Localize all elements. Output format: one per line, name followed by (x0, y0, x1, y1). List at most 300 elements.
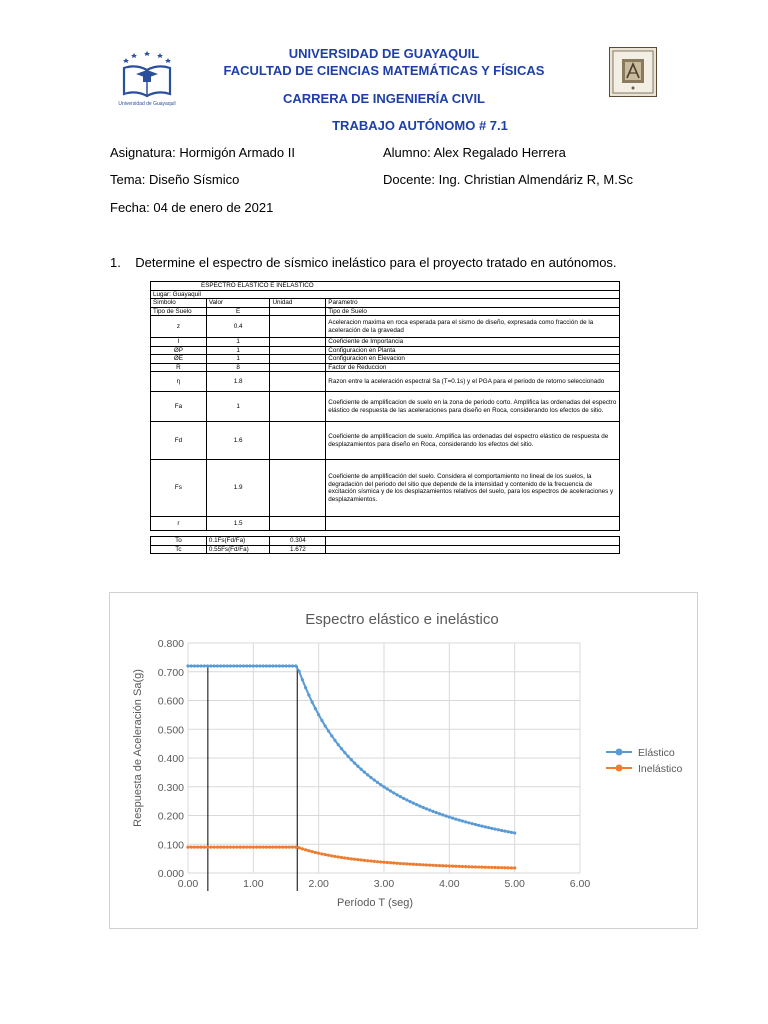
series-point (513, 866, 516, 869)
x-tick-label: 1.00 (243, 878, 264, 890)
table-row (151, 307, 620, 316)
series-point (304, 848, 307, 851)
series-point (428, 809, 431, 812)
series-point (412, 863, 415, 866)
row-param: Configuracion en Elevacion (326, 355, 620, 364)
y-tick-label: 0.400 (157, 753, 184, 765)
series-point (317, 713, 320, 716)
row-unit (270, 346, 326, 355)
series-point (431, 864, 434, 867)
period-formula: 0.55Fs(Fd/Fa) (206, 545, 270, 554)
series-point (311, 850, 314, 853)
row-value: 0.4 (206, 316, 270, 338)
series-point (503, 866, 506, 869)
series-point (209, 846, 212, 849)
series-point (226, 664, 229, 667)
series-point (451, 865, 454, 868)
series-point (333, 739, 336, 742)
series-point (294, 664, 297, 667)
period-symbol: Tc (151, 545, 207, 554)
row-param: Aceleracion maxima en roca esperada para el sismo de diseño, expresada como fracción de la aceleración de la gravedad (326, 316, 620, 338)
series-point (278, 664, 281, 667)
series-point (490, 827, 493, 830)
table-row (151, 392, 620, 422)
series-point (284, 664, 287, 667)
series-point (487, 826, 490, 829)
series-point (190, 846, 193, 849)
series-point (477, 824, 480, 827)
series-point (343, 856, 346, 859)
series-point (379, 860, 382, 863)
series-point (324, 853, 327, 856)
series-point (219, 846, 222, 849)
series-point (412, 802, 415, 805)
series-point (503, 830, 506, 833)
series-point (360, 768, 363, 771)
series-point (232, 846, 235, 849)
series-point (399, 795, 402, 798)
y-tick-label: 0.100 (157, 839, 184, 852)
series-point (258, 664, 261, 667)
series-point (373, 778, 376, 781)
series-point (461, 865, 464, 868)
series-point (464, 865, 467, 868)
faculty-name: FACULTAD DE CIENCIAS MATEMÁTICAS Y FÍSICAS (223, 63, 545, 78)
table-row (151, 363, 620, 372)
series-point (288, 846, 291, 849)
series-point (389, 861, 392, 864)
question-text: 1. Determine el espectro de sísmico inelástico para el proyecto tratado en autónomos. (110, 255, 617, 270)
period-empty (326, 545, 620, 554)
x-tick-label: 5.00 (504, 878, 525, 890)
series-point (186, 846, 189, 849)
y-tick-label: 0.800 (157, 638, 184, 650)
career-name: CARRERA DE INGENIERÍA CIVIL (283, 91, 485, 106)
series-point (500, 829, 503, 832)
series-point (480, 866, 483, 869)
series-point (493, 866, 496, 869)
row-unit (270, 316, 326, 338)
table-row (151, 346, 620, 355)
series-point (271, 846, 274, 849)
row-symbol: I (151, 338, 207, 347)
series-point (203, 846, 206, 849)
x-tick-label: 4.00 (439, 878, 460, 890)
period-row (151, 545, 620, 554)
period-value: 0.304 (270, 537, 326, 546)
series-point (327, 854, 330, 857)
series-point (471, 865, 474, 868)
series-point (209, 664, 212, 667)
series-point (431, 810, 434, 813)
row-unit (270, 460, 326, 517)
series-point (480, 825, 483, 828)
series-point (206, 664, 209, 667)
series-point (232, 664, 235, 667)
series-point (206, 846, 209, 849)
series-point (467, 865, 470, 868)
series-point (507, 830, 510, 833)
header-parameter: Parametro (326, 299, 620, 308)
series-point (402, 797, 405, 800)
series-point (386, 861, 389, 864)
series-point (379, 783, 382, 786)
series-point (235, 664, 238, 667)
series-point (346, 857, 349, 860)
table-header-row (151, 299, 620, 308)
chart-svg (110, 593, 697, 928)
series-point (307, 849, 310, 852)
table-title: ESPECTRO ELASTICO E INELASTICO (151, 282, 620, 291)
series-point (317, 852, 320, 855)
header-unit: Unidad (270, 299, 326, 308)
y-axis-label: Respuesta de Aceleración Sa(g) (132, 669, 144, 827)
row-unit (270, 338, 326, 347)
row-value: 8 (206, 363, 270, 372)
row-unit (270, 372, 326, 392)
series-point (268, 846, 271, 849)
x-tick-label: 6.00 (569, 878, 591, 890)
series-point (497, 866, 500, 869)
row-param (326, 517, 620, 531)
table-row (151, 422, 620, 460)
series-point (245, 846, 248, 849)
row-symbol: Fs (151, 460, 207, 517)
series-point (513, 831, 516, 834)
series-point (435, 811, 438, 814)
series-point (467, 821, 470, 824)
series-point (464, 820, 467, 823)
series-point (353, 858, 356, 861)
series-point (484, 825, 487, 828)
series-point (213, 846, 216, 849)
series-point (255, 846, 258, 849)
series-point (454, 817, 457, 820)
series-point (278, 846, 281, 849)
series-point (258, 846, 261, 849)
series-point (190, 664, 193, 667)
series-point (255, 664, 258, 667)
series-point (301, 678, 304, 681)
series-point (474, 865, 477, 868)
series-point (196, 846, 199, 849)
series-point (320, 719, 323, 722)
series-point (186, 664, 189, 667)
teacher-line: Docente: Ing. Christian Almendáriz R, M.Sc (383, 172, 633, 187)
period-value: 1.672 (270, 545, 326, 554)
series-point (314, 707, 317, 710)
series-point (229, 664, 232, 667)
series-point (490, 866, 493, 869)
row-param: Coeficiente de Importancia (326, 338, 620, 347)
chart-title: Espectro elástico e inelástico (305, 611, 499, 628)
series-point (226, 846, 229, 849)
series-point (301, 847, 304, 850)
series-point (395, 862, 398, 865)
series-point (444, 864, 447, 867)
series-point (376, 860, 379, 863)
series-point (330, 734, 333, 737)
legend-label: Elástico (638, 747, 675, 759)
series-point (471, 822, 474, 825)
series-point (213, 664, 216, 667)
row-value: 1.6 (206, 422, 270, 460)
series-point (235, 846, 238, 849)
row-unit (270, 517, 326, 531)
series-point (402, 862, 405, 865)
y-tick-label: 0.600 (157, 695, 184, 708)
series-point (376, 781, 379, 784)
series-point (389, 789, 392, 792)
series-point (510, 866, 513, 869)
series-point (229, 846, 232, 849)
series-point (291, 664, 294, 667)
series-point (248, 664, 251, 667)
period-symbol: To (151, 537, 207, 546)
spectrum-chart (109, 592, 698, 929)
series-point (288, 664, 291, 667)
series-point (422, 863, 425, 866)
series-point (346, 755, 349, 758)
series-point (435, 864, 438, 867)
row-value: 1.5 (206, 517, 270, 531)
row-value: 1.9 (206, 460, 270, 517)
series-point (500, 866, 503, 869)
logo-caption: Universidad de Guayaquil (118, 101, 176, 107)
table-place: Lugar: Guayaquil (151, 290, 620, 299)
series-point (297, 846, 300, 849)
y-tick-label: 0.700 (157, 666, 184, 679)
series-point (271, 664, 274, 667)
university-name: UNIVERSIDAD DE GUAYAQUIL (288, 46, 480, 61)
table-row (151, 517, 620, 531)
row-symbol: r (151, 517, 207, 531)
series-point (451, 816, 454, 819)
series-point (242, 846, 245, 849)
series-point (392, 791, 395, 794)
series-point (245, 664, 248, 667)
series-point (369, 859, 372, 862)
series-point (203, 664, 206, 667)
topic-line: Tema: Diseño Sísmico (110, 172, 240, 187)
row-value: 1 (206, 392, 270, 422)
series-point (363, 771, 366, 774)
x-tick-label: 0.00 (177, 878, 199, 890)
series-point (252, 664, 255, 667)
series-point (239, 846, 242, 849)
series-point (284, 846, 287, 849)
series-point (311, 701, 314, 704)
series-point (484, 866, 487, 869)
table-row (151, 460, 620, 517)
series-point (438, 812, 441, 815)
table-title-row (151, 282, 620, 291)
row-symbol: Fd (151, 422, 207, 460)
series-point (350, 857, 353, 860)
series-point (409, 800, 412, 803)
series-point (507, 866, 510, 869)
series-point (438, 864, 441, 867)
row-param: Factor de Reduccion (326, 363, 620, 372)
series-point (441, 813, 444, 816)
table-place-row (151, 290, 620, 299)
series-point (216, 664, 219, 667)
row-value: 1 (206, 346, 270, 355)
series-point (196, 664, 199, 667)
series-point (418, 804, 421, 807)
y-tick-label: 0.500 (157, 724, 184, 737)
table-row (151, 338, 620, 347)
row-unit (270, 363, 326, 372)
x-axis-label: Período T (seg) (336, 897, 414, 909)
row-value: 1.8 (206, 372, 270, 392)
row-param: Coeficiente de amplificacion de suelo. Amplifica las ordenadas del espectro elástico de respuesta de desplazamientos para diseño en Roca, considerando los efectos del sitio. (326, 422, 620, 460)
series-point (265, 846, 268, 849)
row-value: 1 (206, 355, 270, 364)
row-symbol: Fa (151, 392, 207, 422)
series-point (386, 787, 389, 790)
series-point (304, 686, 307, 689)
series-point (415, 863, 418, 866)
series-point (366, 773, 369, 776)
series-point (448, 864, 451, 867)
series-point (363, 859, 366, 862)
student-line: Alumno: Alex Regalado Herrera (383, 145, 566, 160)
series-point (222, 664, 225, 667)
row-unit (270, 392, 326, 422)
series-point (281, 846, 284, 849)
series-point (497, 828, 500, 831)
series-point (216, 846, 219, 849)
series-point (425, 807, 428, 810)
legend-label: Inelástico (638, 763, 683, 775)
row-value: 1 (206, 338, 270, 347)
series-point (193, 664, 196, 667)
series-point (382, 785, 385, 788)
series-point (333, 855, 336, 858)
series-point (262, 846, 265, 849)
header-value: Valor (206, 299, 270, 308)
series-point (418, 863, 421, 866)
series-point (350, 758, 353, 761)
series-point (461, 819, 464, 822)
series-point (307, 694, 310, 697)
table-row (151, 316, 620, 338)
series-point (392, 861, 395, 864)
series-point (356, 858, 359, 861)
series-point (252, 846, 255, 849)
series-point (248, 846, 251, 849)
series-point (281, 664, 284, 667)
series-point (294, 846, 297, 849)
series-point (219, 664, 222, 667)
series-point (265, 664, 268, 667)
x-tick-label: 3.00 (373, 878, 395, 890)
row-unit (270, 422, 326, 460)
header-symbol: Simbolo (151, 299, 207, 308)
series-point (337, 743, 340, 746)
series-point (330, 854, 333, 857)
series-point (199, 846, 202, 849)
series-point (405, 798, 408, 801)
row-symbol: ØP (151, 346, 207, 355)
series-point (399, 862, 402, 865)
series-point (425, 863, 428, 866)
series-point (268, 664, 271, 667)
row-param: Configuracion en Planta (326, 346, 620, 355)
series-point (382, 861, 385, 864)
period-row (151, 537, 620, 546)
series-point (405, 862, 408, 865)
legend-marker (616, 765, 623, 772)
table-row (151, 355, 620, 364)
spectrum-table (150, 281, 620, 554)
series-point (474, 823, 477, 826)
series-point (366, 859, 369, 862)
series-point (441, 864, 444, 867)
y-tick-label: 0.000 (157, 868, 184, 880)
series-point (337, 855, 340, 858)
series-point (409, 862, 412, 865)
series-point (458, 818, 461, 821)
y-tick-label: 0.300 (157, 781, 184, 794)
series-point (395, 793, 398, 796)
series-point (369, 776, 372, 779)
series-point (340, 856, 343, 859)
series-point (448, 815, 451, 818)
soil-unit (270, 307, 326, 316)
subject-line: Asignatura: Hormigón Armado II (110, 145, 295, 160)
series-point (356, 765, 359, 768)
series-point (493, 827, 496, 830)
series-point (242, 664, 245, 667)
soil-value: E (206, 307, 270, 316)
series-point (415, 803, 418, 806)
series-point (373, 860, 376, 863)
x-tick-label: 2.00 (308, 878, 329, 890)
series-point (275, 846, 278, 849)
series-line (188, 666, 515, 833)
y-tick-label: 0.200 (157, 810, 184, 823)
soil-param: Tipo de Suelo (326, 307, 620, 316)
row-symbol: η (151, 372, 207, 392)
series-point (477, 865, 480, 868)
date-line: Fecha: 04 de enero de 2021 (110, 200, 274, 215)
series-point (444, 814, 447, 817)
legend-marker (616, 749, 623, 756)
series-point (314, 851, 317, 854)
series-point (222, 846, 225, 849)
row-symbol: R (151, 363, 207, 372)
series-point (343, 751, 346, 754)
period-formula: 0.1Fs(Fd/Fa) (206, 537, 270, 546)
series-point (262, 664, 265, 667)
series-point (193, 846, 196, 849)
series-point (327, 729, 330, 732)
series-point (422, 806, 425, 809)
series-point (510, 831, 513, 834)
series-point (428, 864, 431, 867)
series-point (353, 761, 356, 764)
row-symbol: z (151, 316, 207, 338)
table-row (151, 372, 620, 392)
series-point (320, 852, 323, 855)
series-point (454, 865, 457, 868)
series-point (324, 724, 327, 727)
series-point (199, 664, 202, 667)
row-param: Coeficiente de amplificacion de suelo en la zona de periodo corto. Amplifica las ordenadas del espectro elástico de respuesta de las aceleraciones para diseño en Roca, considerando los efectos de sitio. (326, 392, 620, 422)
soil-symbol: Tipo de Suelo (151, 307, 207, 316)
